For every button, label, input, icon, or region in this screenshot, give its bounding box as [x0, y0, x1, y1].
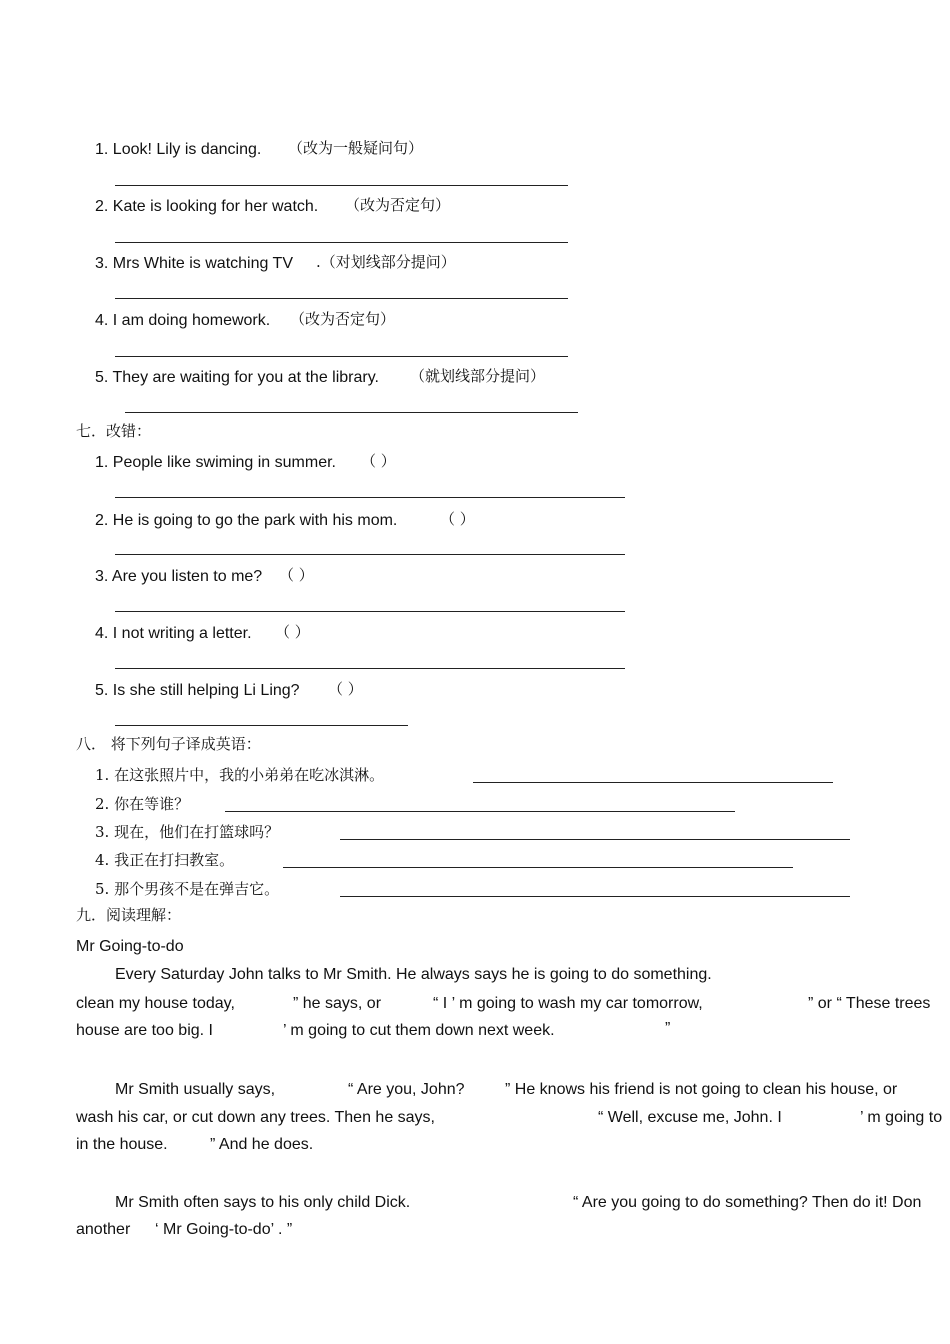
- s6-item-5: [95, 368, 379, 388]
- s7-item-4-paren: （ ）: [275, 623, 310, 641]
- s7-item-2-paren: （ ）: [440, 510, 475, 528]
- answer-line[interactable]: [225, 811, 735, 812]
- story-line: ’ m going to: [860, 1109, 943, 1126]
- s6-item-1-note: （改为一般疑问句）: [288, 139, 424, 157]
- answer-line[interactable]: [283, 867, 793, 868]
- s6-item-2-text: 2. Kate is looking for her watch.: [95, 198, 319, 215]
- s6-item-2: [95, 197, 318, 217]
- answer-line[interactable]: [473, 782, 833, 783]
- s6-item-5-text: 5. They are waiting for you at the library.: [95, 369, 379, 386]
- answer-line[interactable]: [115, 185, 568, 186]
- story-line: ” he says, or: [293, 995, 382, 1012]
- story-line: Mr Smith often says to his only child Dick.: [115, 1194, 411, 1211]
- answer-line[interactable]: [340, 839, 850, 840]
- story-title: Mr Going-to-do: [76, 938, 184, 955]
- story-line: house are too big. I: [76, 1022, 213, 1039]
- story-line: ” He knows his friend is not going to clean his house, or: [505, 1081, 898, 1098]
- s6-item-4: [95, 311, 270, 331]
- s8-item-5: 5. 那个男孩不是在弹吉它。: [95, 880, 280, 898]
- s7-item-5-paren: （ ）: [328, 680, 363, 698]
- story-line: ” or “ These trees: [808, 995, 931, 1012]
- s6-item-4-note: （改为否定句）: [290, 310, 396, 328]
- section9-title: 九．阅读理解：: [76, 906, 182, 924]
- answer-line[interactable]: [125, 412, 578, 413]
- s8-item-2: 2. 你在等谁？: [95, 795, 190, 813]
- s6-item-3-note: .（对划线部分提问）: [316, 253, 456, 271]
- story-line: ’ m going to cut them down next week.: [283, 1022, 555, 1039]
- answer-line[interactable]: [115, 497, 625, 498]
- answer-line[interactable]: [115, 298, 568, 299]
- answer-line[interactable]: [115, 668, 625, 669]
- s7-item-4: 4. I not writing a letter.: [95, 625, 252, 642]
- s6-item-3-text: 3. Mrs White is watching TV: [95, 255, 293, 272]
- story-line: “ I ’ m going to wash my car tomorrow,: [433, 995, 703, 1012]
- s7-item-1-paren: （ ）: [361, 452, 396, 470]
- answer-line[interactable]: [115, 242, 568, 243]
- s6-item-4-text: 4. I am doing homework.: [95, 312, 271, 329]
- answer-line[interactable]: [115, 554, 625, 555]
- section8-title: 八． 将下列句子译成英语：: [76, 735, 261, 753]
- answer-line[interactable]: [115, 725, 408, 726]
- answer-line[interactable]: [115, 611, 625, 612]
- s8-item-4: 4. 我正在打扫教室。: [95, 851, 235, 869]
- s8-item-3: 3. 现在，他们在打篮球吗？: [95, 823, 280, 841]
- s7-item-3: 3. Are you listen to me?: [95, 568, 263, 585]
- s8-item-1: 1. 在这张照片中，我的小弟弟在吃冰淇淋。: [95, 766, 385, 784]
- s6-item-3: [95, 254, 293, 274]
- s7-item-1: 1. People like swiming in summer.: [95, 454, 336, 471]
- story-line: “ Are you going to do something? Then do it! Don: [573, 1194, 922, 1211]
- s7-item-5: 5. Is she still helping Li Ling?: [95, 682, 300, 699]
- answer-line[interactable]: [340, 896, 850, 897]
- story-line: Mr Smith usually says,: [115, 1081, 276, 1098]
- s7-item-3-paren: （ ）: [279, 566, 314, 584]
- story-line: ” And he does.: [210, 1136, 314, 1153]
- story-line: “ Are you, John?: [348, 1081, 465, 1098]
- story-line: ”: [665, 1020, 671, 1037]
- s6-item-5-note: （就划线部分提问）: [410, 367, 546, 385]
- s6-item-2-note: （改为否定句）: [345, 196, 451, 214]
- s6-item-1-text: 1. Look! Lily is dancing.: [95, 141, 262, 158]
- answer-line[interactable]: [115, 356, 568, 357]
- section7-title: 七．改错：: [76, 422, 152, 440]
- story-line: ‘ Mr Going-to-do’ . ”: [155, 1221, 293, 1238]
- s6-item-1: [95, 140, 261, 160]
- story-line: in the house.: [76, 1136, 168, 1153]
- s7-item-2: 2. He is going to go the park with his mom.: [95, 512, 398, 529]
- story-line: “ Well, excuse me, John. I: [598, 1109, 782, 1126]
- story-line: another: [76, 1221, 131, 1238]
- story-line: Every Saturday John talks to Mr Smith. He always says he is going to do something.: [115, 966, 712, 983]
- story-line: clean my house today,: [76, 995, 235, 1012]
- story-line: wash his car, or cut down any trees. Then he says,: [76, 1109, 435, 1126]
